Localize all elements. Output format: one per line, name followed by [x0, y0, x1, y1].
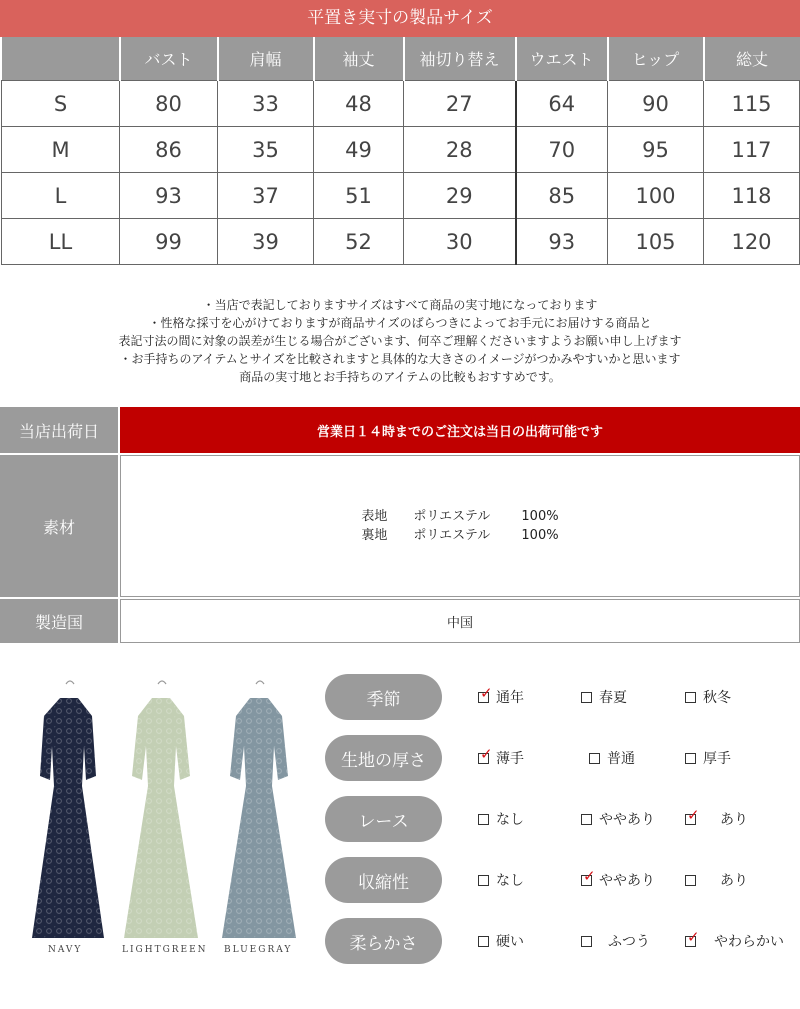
- table-cell: 120: [704, 219, 800, 265]
- table-cell: 37: [218, 173, 314, 219]
- table-cell: 118: [704, 173, 800, 219]
- checkbox-icon: [581, 936, 592, 947]
- header-length: 総丈: [704, 37, 800, 81]
- table-row: [2, 81, 800, 127]
- material-fabric: ポリエステル: [413, 528, 491, 543]
- attribute-label: 季節: [325, 674, 442, 720]
- header-sleeve-switch: 袖切り替え: [404, 37, 516, 81]
- table-cell: 80: [120, 81, 218, 127]
- table-cell: 30: [404, 219, 516, 265]
- checkbox-icon: [685, 753, 696, 764]
- checkbox-icon: [478, 814, 489, 825]
- checkbox-icon: [478, 936, 489, 947]
- attribute-row-season: [325, 674, 795, 720]
- table-cell: 100: [608, 173, 704, 219]
- option-text: なし: [496, 812, 524, 828]
- attribute-option: [589, 735, 635, 781]
- note-line: ・お手持ちのアイテムとサイズを比較されますと具体的な大きさのイメージがつかみやすいかと思います: [119, 352, 681, 366]
- origin-value: 中国: [120, 599, 800, 643]
- attribute-row-stretch: [325, 857, 795, 903]
- checkbox-icon: [589, 753, 600, 764]
- option-text: 春夏: [599, 690, 627, 706]
- attribute-option: [478, 857, 524, 903]
- option-text: 厚手: [703, 751, 731, 767]
- size-chart-title: 平置き実寸の製品サイズ: [0, 0, 800, 37]
- table-cell: 115: [704, 81, 800, 127]
- shipping-row: [0, 407, 800, 453]
- table-cell: 28: [404, 127, 516, 173]
- material-value: [120, 455, 800, 597]
- table-cell: 39: [218, 219, 314, 265]
- option-text: 通年: [496, 690, 524, 706]
- attribute-row-lace: [325, 796, 795, 842]
- option-text: 普通: [607, 751, 635, 767]
- material-row: [0, 455, 800, 597]
- material-line: [361, 526, 558, 545]
- attribute-row-softness: [325, 918, 795, 964]
- checkmark-icon: ✓: [480, 683, 493, 702]
- product-dress-image: [14, 676, 304, 966]
- checkbox-icon: [581, 814, 592, 825]
- checkbox-icon: [478, 683, 493, 703]
- table-cell: 29: [404, 173, 516, 219]
- attribute-option: [685, 857, 748, 903]
- shipping-value: 営業日１４時までのご注文は当日の出荷可能です: [120, 407, 800, 453]
- table-cell: 49: [314, 127, 404, 173]
- table-cell: 35: [218, 127, 314, 173]
- header-sleeve: 袖丈: [314, 37, 404, 81]
- option-text: ふつう: [608, 934, 650, 950]
- attribute-label: レース: [325, 796, 442, 842]
- attribute-option: [478, 674, 524, 720]
- attribute-row-thickness: [325, 735, 795, 781]
- attribute-option: [478, 918, 524, 964]
- table-cell: 93: [120, 173, 218, 219]
- material-line: [361, 507, 558, 526]
- size-label: LL: [2, 219, 120, 265]
- option-text: あり: [720, 812, 748, 828]
- option-text: 硬い: [496, 934, 524, 950]
- table-cell: 99: [120, 219, 218, 265]
- option-text: なし: [496, 873, 524, 889]
- shipping-label: 当店出荷日: [0, 407, 118, 453]
- table-row: [2, 127, 800, 173]
- attribute-option: [685, 674, 731, 720]
- table-cell: 48: [314, 81, 404, 127]
- table-cell: 93: [516, 219, 608, 265]
- note-line: 表記寸法の間に対象の誤差が生じる場合がございます、何卒ご理解くださいますようお願い申し上げます: [118, 334, 682, 348]
- header-bust: バスト: [120, 37, 218, 81]
- option-text: あり: [720, 873, 748, 889]
- checkmark-icon: ✓: [687, 927, 700, 946]
- table-cell: 90: [608, 81, 704, 127]
- table-cell: 117: [704, 127, 800, 173]
- table-cell: 95: [608, 127, 704, 173]
- attribute-option: [685, 735, 731, 781]
- size-table-header: [2, 37, 800, 81]
- checkmark-icon: ✓: [687, 805, 700, 824]
- table-cell: 64: [516, 81, 608, 127]
- attribute-option: [478, 796, 524, 842]
- table-row: [2, 219, 800, 265]
- dress-lightgreen: [124, 681, 198, 938]
- attribute-label: 柔らかさ: [325, 918, 442, 964]
- table-cell: 70: [516, 127, 608, 173]
- attribute-option: [581, 796, 655, 842]
- header-shoulder: 肩幅: [218, 37, 314, 81]
- table-cell: 33: [218, 81, 314, 127]
- table-cell: 51: [314, 173, 404, 219]
- material-fabric: ポリエステル: [413, 509, 491, 524]
- table-cell: 52: [314, 219, 404, 265]
- checkmark-icon: ✓: [480, 744, 493, 763]
- size-label: S: [2, 81, 120, 127]
- attribute-label: 収縮性: [325, 857, 442, 903]
- size-label: L: [2, 173, 120, 219]
- dress-bluegray: [222, 681, 296, 938]
- table-cell: 85: [516, 173, 608, 219]
- material-part: 表地: [361, 509, 388, 524]
- table-cell: 27: [404, 81, 516, 127]
- checkbox-icon: [581, 692, 592, 703]
- table-row: [2, 173, 800, 219]
- checkbox-icon: [685, 875, 696, 886]
- dress-navy: [32, 681, 104, 938]
- checkbox-icon: [478, 875, 489, 886]
- option-text: ややあり: [599, 812, 655, 828]
- header-waist: ウエスト: [516, 37, 608, 81]
- size-table: [1, 37, 800, 265]
- option-text: やわらかい: [714, 934, 784, 950]
- checkbox-icon: [685, 692, 696, 703]
- origin-label: 製造国: [0, 599, 118, 643]
- table-cell: 86: [120, 127, 218, 173]
- material-percent: 100%: [521, 509, 559, 524]
- option-text: 秋冬: [703, 690, 731, 706]
- option-text: ややあり: [599, 873, 655, 889]
- color-name: LIGHTGREEN: [122, 945, 208, 955]
- note-line: ・当店で表記しておりますサイズはすべて商品の実寸地になっております: [202, 298, 598, 312]
- color-name: NAVY: [48, 945, 83, 955]
- attribute-label: 生地の厚さ: [325, 735, 442, 781]
- origin-row: [0, 599, 800, 643]
- material-label: 素材: [0, 455, 118, 597]
- header-cell-blank: [2, 37, 120, 81]
- table-cell: 105: [608, 219, 704, 265]
- note-line: 商品の実寸地とお手持ちのアイテムの比較もおすすめです。: [239, 370, 561, 384]
- checkbox-icon: [581, 866, 596, 886]
- header-hip: ヒップ: [608, 37, 704, 81]
- attribute-option: [581, 857, 655, 903]
- material-percent: 100%: [521, 528, 559, 543]
- option-text: 薄手: [496, 751, 524, 767]
- attribute-option: [478, 735, 524, 781]
- note-line: ・性格な採寸を心がけておりますが商品サイズのばらつきによってお手元にお届けする商品と: [148, 316, 652, 330]
- checkbox-icon: [685, 927, 700, 947]
- attribute-option: [581, 674, 627, 720]
- material-part: 裏地: [361, 528, 388, 543]
- attribute-option: [685, 918, 784, 964]
- size-label: M: [2, 127, 120, 173]
- attribute-option: [685, 796, 748, 842]
- checkmark-icon: ✓: [583, 866, 596, 885]
- attribute-option: [581, 918, 650, 964]
- checkbox-icon: [685, 805, 700, 825]
- color-name: BLUEGRAY: [224, 945, 293, 955]
- size-notes: [0, 296, 800, 386]
- checkbox-icon: [478, 744, 493, 764]
